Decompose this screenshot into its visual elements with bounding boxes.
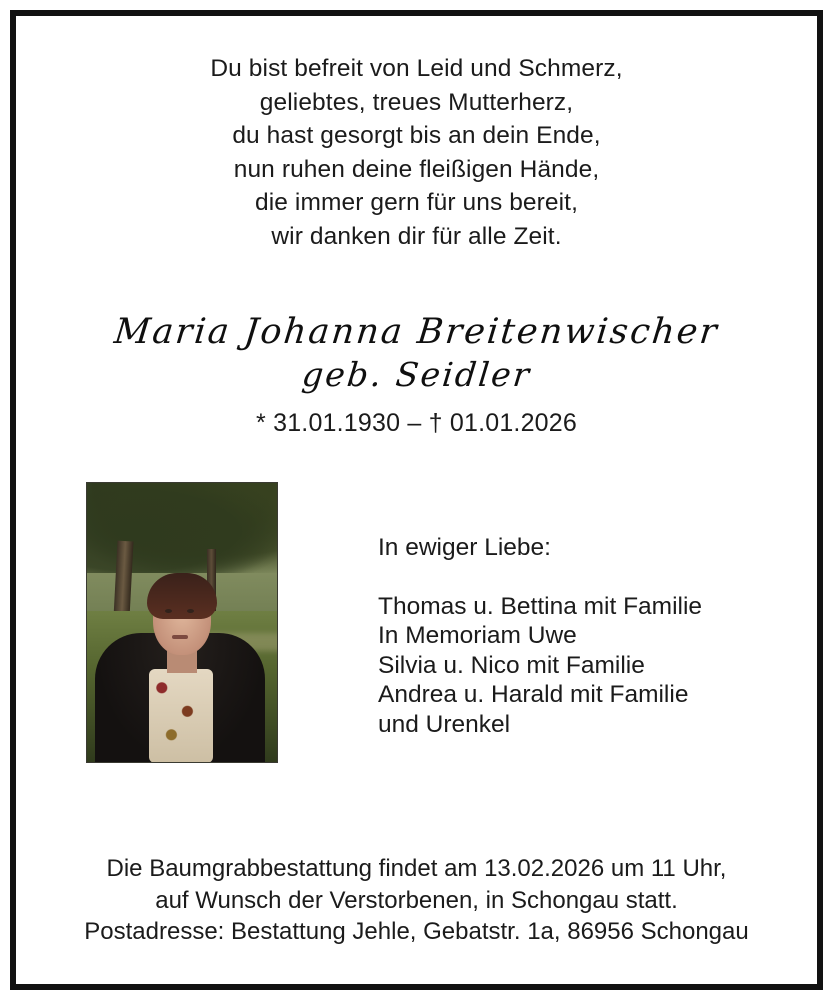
photo-container [38, 482, 278, 763]
photo-person-scarf [149, 669, 213, 763]
verse-line: geliebtes, treues Mutterherz, [259, 88, 574, 116]
verse-line: nun ruhen deine fleißigen Hände, [233, 155, 600, 183]
family-list-item: Andrea u. Harald mit Familie [378, 681, 689, 709]
verse-block [38, 52, 795, 253]
family-intro: In ewiger Liebe: [378, 533, 551, 561]
funeral-details-line: Postadresse: Bestattung Jehle, Gebatstr. 1a, 86956 Schongau [84, 918, 749, 946]
verse-line: du hast gesorgt bis an dein Ende, [232, 122, 601, 150]
verse-line: die immer gern für uns bereit, [255, 189, 578, 217]
family-list-item: Thomas u. Bettina mit Familie [378, 592, 703, 620]
family-list-item: In Memoriam Uwe [378, 622, 577, 650]
layout-spacer [38, 763, 795, 853]
life-dates: * 31.01.1930 – † 01.01.2026 [256, 408, 577, 437]
family-list-item: und Urenkel [378, 710, 511, 738]
deceased-maiden-name: geb. Seidler [300, 355, 534, 395]
funeral-details [38, 853, 795, 974]
name-block [38, 311, 795, 438]
family-list-item: Silvia u. Nico mit Familie [378, 651, 645, 679]
photo-person-eye-right [187, 609, 194, 613]
photo-tree-canopy [86, 482, 278, 573]
portrait-photo [86, 482, 278, 763]
verse-line: Du bist befreit von Leid und Schmerz, [210, 55, 623, 82]
deceased-name: Maria Johanna Breitenwischer [112, 312, 721, 353]
photo-person-mouth [172, 635, 188, 639]
photo-and-family-section [38, 482, 795, 763]
verse-line: wir danken dir für alle Zeit. [271, 222, 562, 250]
photo-person-hair [147, 573, 217, 619]
card-frame [10, 10, 823, 990]
funeral-details-line: Die Baumgrabbestattung findet am 13.02.2026 um 11 Uhr, [106, 854, 727, 882]
family-list [378, 592, 702, 739]
funeral-details-line: auf Wunsch der Verstorbenen, in Schongau statt. [155, 886, 678, 914]
family-block [278, 482, 702, 739]
photo-person-eye-left [165, 609, 172, 613]
